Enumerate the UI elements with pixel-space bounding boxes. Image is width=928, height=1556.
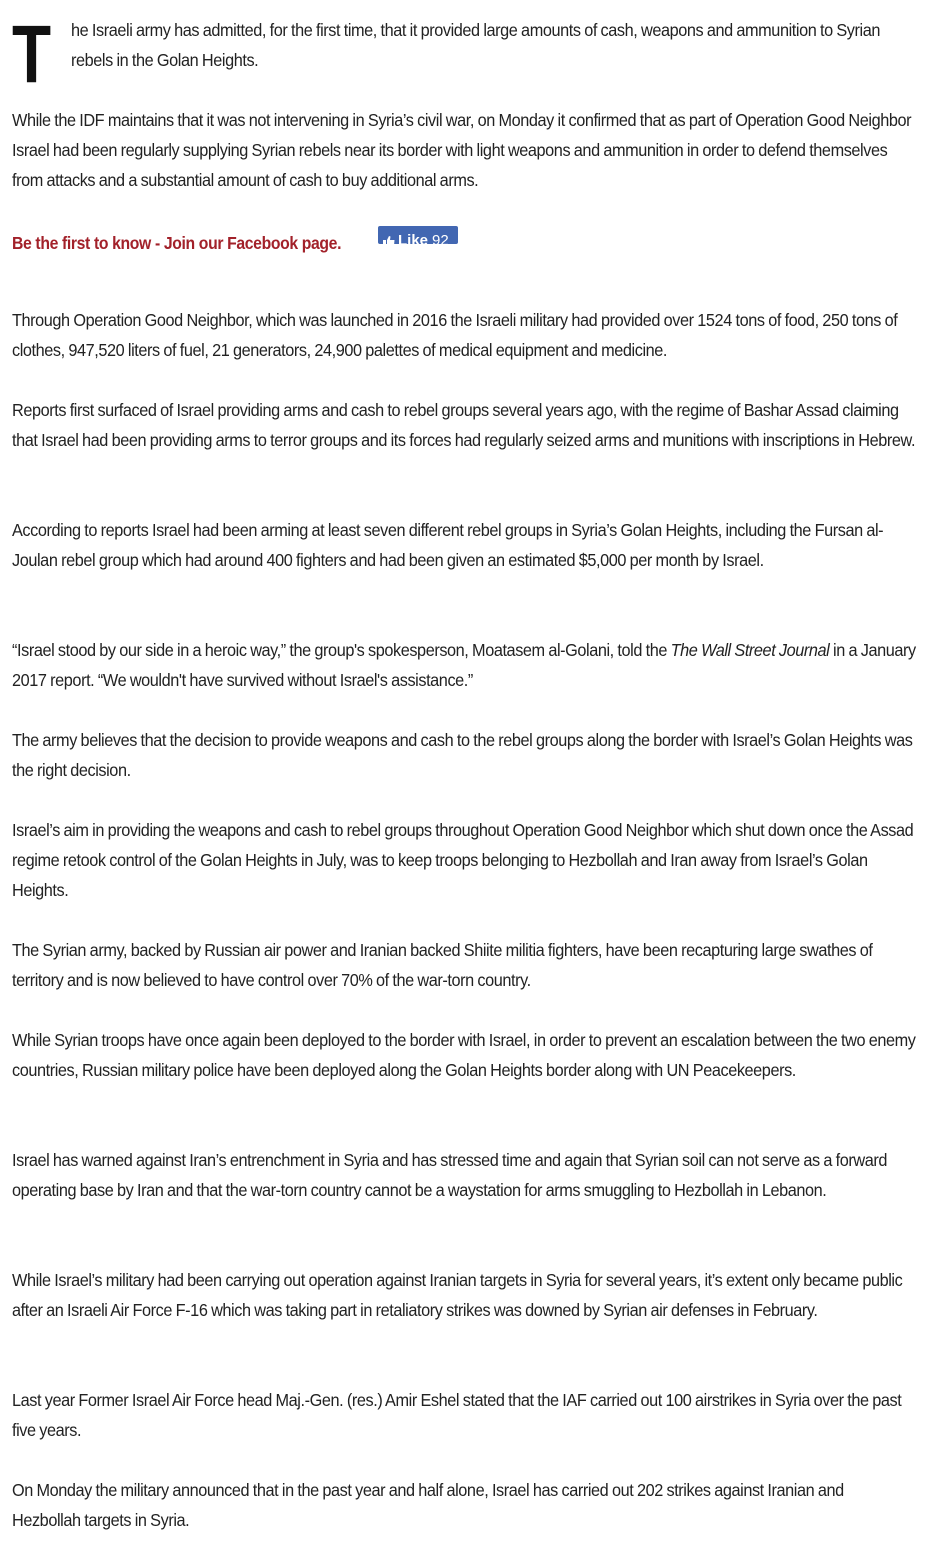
facebook-like-button[interactable] — [378, 226, 458, 244]
paragraph-reports-surfaced: Reports first surfaced of Israel providing arms and cash to rebel groups several years ago, with the regime of Bashar Assad claiming that Israel had been providing arms to terror groups and its forces had regularly seized arms and munitions with inscriptions in Hebrew. — [12, 400, 916, 450]
paragraph-rebel-groups: According to reports Israel had been arming at least seven different rebel groups in Syria’s Golan Heights, including the Fursan al-Joulan rebel group which had around 400 fighters and had been given an estimated $5,000 per month by Israel. — [12, 520, 884, 570]
facebook-join-link[interactable]: Be the first to know - Join our Facebook page. — [12, 232, 342, 253]
lead-paragraph: he Israeli army has admitted, for the first time, that it provided large amounts of cash, weapons and ammunition to Syrian rebels in the Golan Heights. — [71, 20, 880, 70]
paragraph-f16-downed: While Israel’s military had been carrying out operation against Iranian targets in Syria for several years, it’s extent only became public after an Israeli Air Force F-16 which was taking part in retaliatory strikes was downed by Syrian air defenses in February. — [12, 1270, 903, 1320]
paragraph-iran-entrenchment: Israel has warned against Iran’s entrenchment in Syria and has stressed time and again that Syrian soil can not serve as a forward operating base by Iran and that the war-torn country cannot be a waystation for arms smuggling to Hezbollah in Lebanon. — [12, 1150, 888, 1200]
paragraph-troops-deployed: While Syrian troops have once again been deployed to the border with Israel, in order to prevent an escalation between the two enemy countries, Russian military police have been deployed along the Golan Heights border along with UN Peacekeepers. — [12, 1030, 916, 1080]
drop-cap-letter: T — [12, 9, 52, 100]
paragraph-israel-aim: Israel’s aim in providing the weapons and cash to rebel groups throughout Operation Good Neighbor which shut down once the Assad regime retook control of the Golan Heights in July, was to keep troops belonging to Hezbollah and Iran away from Israel’s Golan Heights. — [12, 820, 914, 900]
paragraph-syrian-army: The Syrian army, backed by Russian air power and Iranian backed Shiite militia fighters, have been recapturing large swathes of territory and is now believed to have control over 70% of the war-torn country. — [12, 940, 873, 990]
quote-after: in a January 2017 report. “We wouldn't have survived without Israel's assistance.” — [12, 640, 916, 690]
paragraph-army-belief: The army believes that the decision to provide weapons and cash to the rebel groups along the border with Israel’s Golan Heights was the right decision. — [12, 730, 913, 780]
publication-name: The Wall Street Journal — [670, 640, 830, 660]
like-label: Like — [398, 232, 429, 244]
like-count: 92 — [432, 232, 449, 244]
paragraph-202-strikes: On Monday the military announced that in the past year and half alone, Israel has carried out 202 strikes against Iranian and Hezbollah targets in Syria. — [12, 1480, 844, 1530]
quote-before: “Israel stood by our side in a heroic way,” the group's spokesperson, Moatasem al-Golani, told the — [12, 640, 671, 660]
thumbs-up-icon — [383, 236, 395, 244]
paragraph-amir-eshel: Last year Former Israel Air Force head Maj.-Gen. (res.) Amir Eshel stated that the IAF carried out 100 airstrikes in Syria over the past five years. — [12, 1390, 902, 1440]
paragraph-spokesperson-quote — [12, 635, 916, 695]
paragraph-idf-confirmation: While the IDF maintains that it was not intervening in Syria’s civil war, on Monday it confirmed that as part of Operation Good Neighbor Israel had been regularly supplying Syrian rebels near its border with light weapons and ammunition in order to defend themselves from attacks and a substantial amount of cash to buy additional arms. — [12, 110, 912, 190]
paragraph-good-neighbor-aid: Through Operation Good Neighbor, which was launched in 2016 the Israeli military had provided over 1524 tons of food, 250 tons of clothes, 947,520 liters of fuel, 21 generators, 24,900 palettes of medical equipment and medicine. — [12, 310, 898, 360]
facebook-promo — [12, 228, 449, 258]
